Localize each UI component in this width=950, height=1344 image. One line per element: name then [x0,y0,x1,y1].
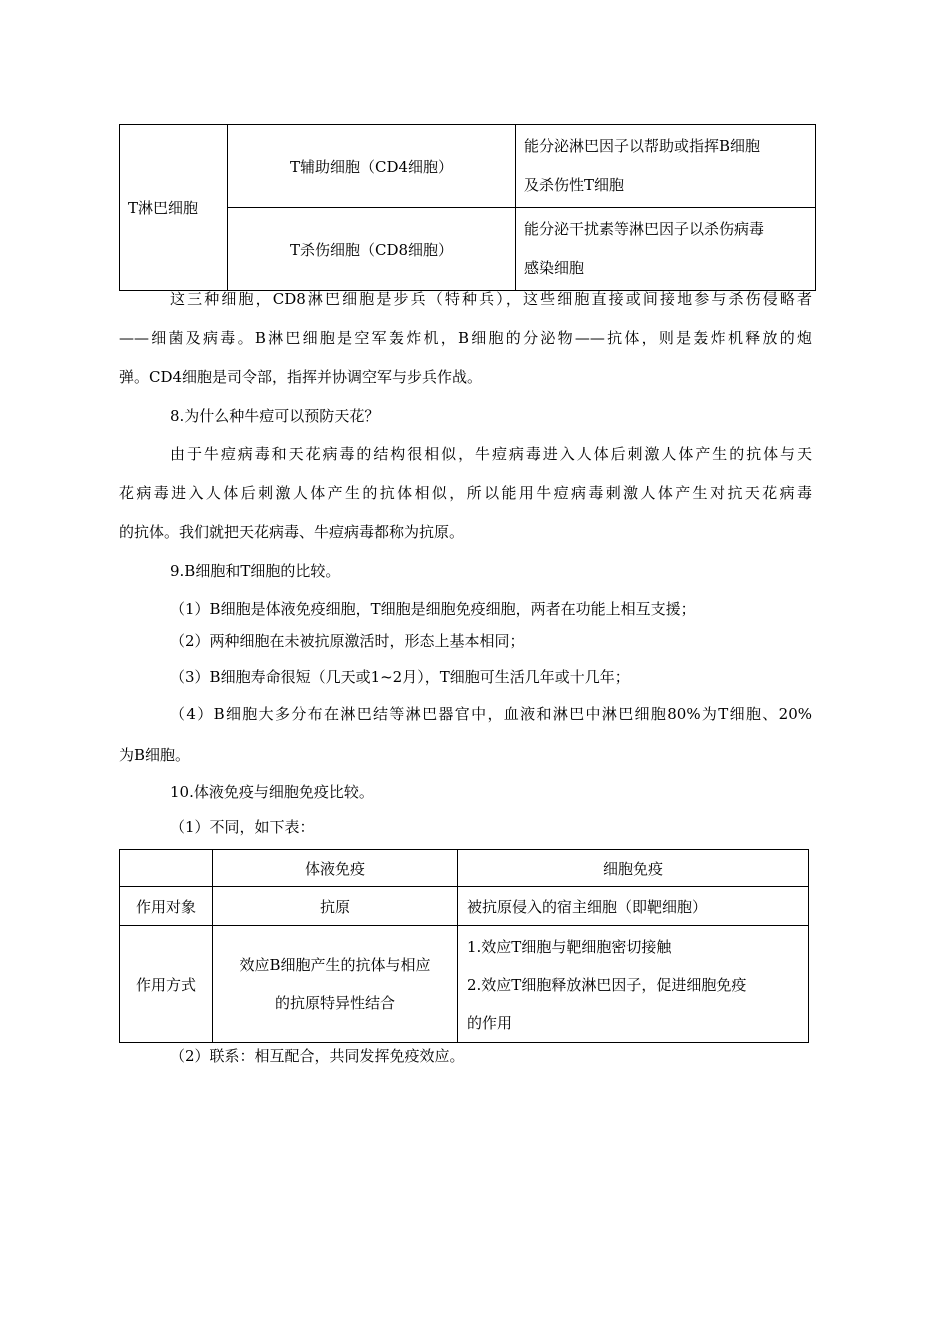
question-heading: 9.B细胞和T细胞的比较。 [170,562,341,580]
list-item: （3）B细胞寿命很短（几天或1~2月），T细胞可生活几年或十几年； [170,668,630,686]
paragraph-line: 弹。CD4细胞是司令部，指挥并协调空军与步兵作战。 [119,368,483,386]
header-cell: 体液免疫 [213,850,458,887]
cell-line: 2.效应T细胞释放淋巴因子，促进细胞免疫 [467,976,747,994]
cell-line: 效应B细胞产生的抗体与相应 [239,956,431,974]
table-cell: 被抗原侵入的宿主细胞（即靶细胞） [458,887,809,926]
list-item: 为B细胞。 [119,746,191,764]
cell-type-name: T杀伤细胞（CD8细胞） [228,208,516,291]
header-cell [120,850,213,887]
desc-line: 能分泌干扰素等淋巴因子以杀伤病毒 [524,220,765,238]
desc-line: 及杀伤性T细胞 [524,176,625,194]
question-heading: 10.体液免疫与细胞免疫比较。 [170,783,374,801]
sub-heading: （1）不同，如下表： [170,818,315,836]
table-cell [213,926,458,1043]
row-label: 作用对象 [120,887,213,926]
row-label: 作用方式 [120,926,213,1043]
table-row [120,926,809,1043]
list-item: （4）B细胞大多分布在淋巴结等淋巴器官中，血液和淋巴中淋巴细胞80%为T细胞、20% [170,705,812,723]
list-item: （2）两种细胞在未被抗原激活时，形态上基本相同； [170,632,525,650]
cell-type-desc [516,208,816,291]
table-row [120,887,809,926]
cell-line: 的抗原特异性结合 [274,994,395,1012]
t-cell-table [119,124,816,291]
row-header-cell: T淋巴细胞 [120,125,228,291]
list-item: （1）B细胞是体液免疫细胞，T细胞是细胞免疫细胞，两者在功能上相互支援； [170,600,696,618]
table-cell [458,926,809,1043]
immunity-comparison-table [119,849,809,1043]
table-row [120,125,816,208]
cell-line: 的作用 [467,1014,513,1032]
paragraph-line: 花病毒进入人体后刺激人体产生的抗体相似，所以能用牛痘病毒刺激人体产生对抗天花病毒 [119,484,812,502]
paragraph-line: ——细菌及病毒。B淋巴细胞是空军轰炸机，B细胞的分泌物——抗体，则是轰炸机释放的炮 [119,329,812,347]
desc-line: 能分泌淋巴因子以帮助或指挥B细胞 [524,137,761,155]
question-heading: 8.为什么种牛痘可以预防天花？ [170,407,380,425]
desc-line: 感染细胞 [524,259,585,277]
header-cell: 细胞免疫 [458,850,809,887]
table-cell: 抗原 [213,887,458,926]
paragraph-line: 这三种细胞，CD8淋巴细胞是步兵（特种兵），这些细胞直接或间接地参与杀伤侵略者 [170,290,812,308]
paragraph-line: 由于牛痘病毒和天花病毒的结构很相似，牛痘病毒进入人体后刺激人体产生的抗体与天 [170,445,812,463]
table-header-row [120,850,809,887]
sub-heading: （2）联系：相互配合，共同发挥免疫效应。 [170,1047,465,1065]
cell-type-name: T辅助细胞（CD4细胞） [228,125,516,208]
cell-line: 1.效应T细胞与靶细胞密切接触 [467,938,672,956]
paragraph-line: 的抗体。我们就把天花病毒、牛痘病毒都称为抗原。 [119,523,465,541]
cell-type-desc [516,125,816,208]
